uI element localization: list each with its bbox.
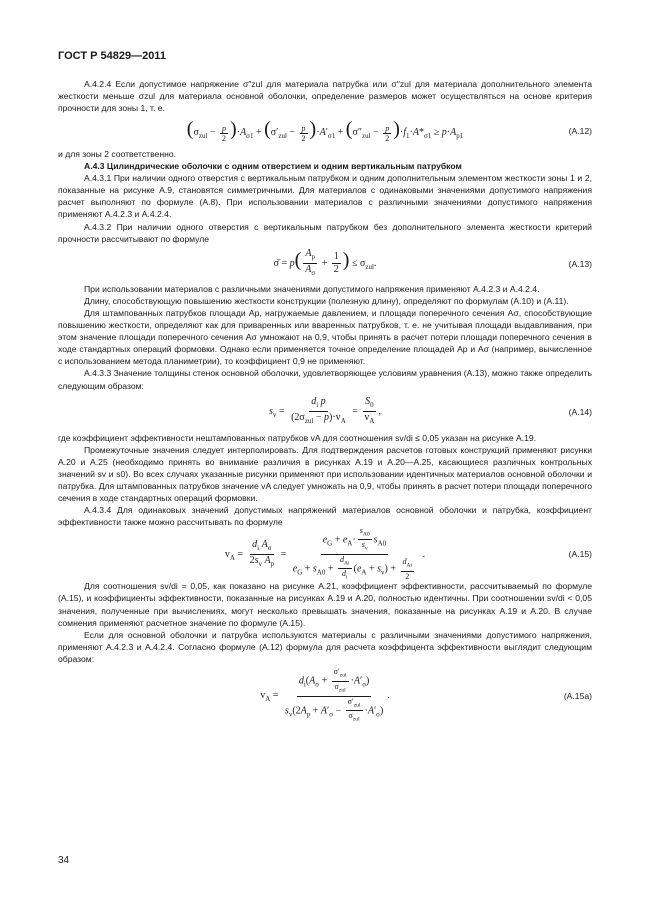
paragraph: При использовании материалов с различными значениями допустимого напряжения применяют А.4.2.3 и А.4.2.4. xyxy=(84,283,540,294)
formula-a15: $v_A$ = $\frac{d_i A_\sigma}{2s_v A_p}$ = $e_G + e_A\cdot$ $\frac{s_{A0}}{s_v}$ $s_{A0}$ $e_G + s_{A0}$ + $\frac{d_{Ai}}{d_i}$ $(e_A + s_v)$ + $\frac{d_{Ai}}{2}$ . xyxy=(224,525,426,582)
paragraph: где коэффициент эффективности нештампованных патрубков vA для соотношения sv/di ≤ 0,05 указан на рисунке А.19. xyxy=(58,432,537,443)
equation-number: (А.15) xyxy=(568,549,592,560)
paragraph: А.4.3.3 Значение толщины стенок основной оболочки, удовлетворяющее условиям уравнения (А.13), можно также определить следующим образом: xyxy=(58,368,592,391)
paragraph: А.4.3.4 Для одинаковых значений допустимых напряжений материалов основной оболочки и патрубка, коэффициент эффективности также можно рассчитывать по формуле xyxy=(58,505,592,528)
paragraph: А.4.3.1 При наличии одного отверстия с вертикальным патрубком и одним дополнительным элементом жесткости зоны 1 и 2, показанные на рисунке А.9, становятся симметричными. Для материалов с одинаковыми значениями допустимого напряжения расчет выполняют по формуле (А.8). При использовании материалов с различными значениями допустимого напряжения применяют А.4.2.3 и А.4.2.4. xyxy=(58,173,592,220)
equation-a15a xyxy=(58,665,592,727)
formula-a12: ($\sigma_{zul}$ − $\frac{p}{2}$ )$\cdot A_{\sigma 1} + (\sigma'_{zul}$ − $\frac{p}{2}$ )$\cdot A'_{\sigma 1} + (\sigma''_{zul}$ − $\frac{p}{2}$ )$\cdot f_1\cdot A*_{\sigma 1} \ge p\cdot A_{p1}$ xyxy=(186,118,464,143)
equation-a15 xyxy=(58,525,592,582)
equation-a12 xyxy=(58,114,592,148)
paragraph: Длину, способствующую повышению жесткости конструкции (полезную длину), определяют по формулам (А.10) и (А.11). xyxy=(84,295,569,306)
paragraph: Если для основной оболочки и патрубка используются материалы с различными значениями допустимого напряжения, применяют А.4.2.3 и А.4.2.4. Согласно формуле (А.12) формула для расчета коэффицента эффективности выглядит следующим образом: xyxy=(58,629,592,664)
equation-number: (А.14) xyxy=(568,406,592,417)
formula-a13: σ̄ = p( $\frac{A_p}{A_\sigma}$ + $\frac{1}{2}$ ) ≤ $\sigma_{zul}$. xyxy=(273,248,377,278)
equation-number: (А.12) xyxy=(568,125,592,136)
formula-a15a: $v_A$ = $d_i(A_\sigma$ + $\frac{\sigma'_{zul}}{\sigma_{zul}}$ $\cdot A'_\sigma$) $s_v(2A_p + A'_\sigma$ − $\frac{\sigma'_{zul}}{\sigma_{zul}}$ $\cdot A'_\sigma$) . xyxy=(260,667,390,723)
section-heading: А.4.3 Цилиндрические оболочки с одним отверстием и одним вертикальным патрубком xyxy=(84,161,462,172)
equation-number: (А.15а) xyxy=(563,690,592,701)
formula-a14: $s_v$ = $\frac{d_i p}{(2\sigma_{zul} - p)\cdot v_A}$ = $\frac{S_0}{v_A}$ , xyxy=(269,396,381,426)
equation-a13 xyxy=(58,245,592,283)
page-number: 34 xyxy=(58,855,70,866)
document-header: ГОСТ Р 54829—2011 xyxy=(58,50,166,62)
equation-a14 xyxy=(58,392,592,432)
paragraph: Для штампованных патрубков площади Ap, нагружаемые давлением, и площади поперечного сечения Aσ, способствующие повышению жесткости, определяют как для приваренных или вваренных патрубков, т. е. не учитывая площади выдавливания, при этом значение площади поперечного сечения Aσ умножают на 0,9, чтобы принять в расчет потери площади поперечного сечения в ходе стандартных операций формовки. Однако если применяется точное определение площадей Ap и Aσ (например, вычисленное с использованием метода планиметрии), то коэффициент 0,9 не применяют. xyxy=(58,307,592,367)
paragraph: А.4.2.4 Если допустимое напряжение σ″zul для материала патрубка или σ′′zul для материала дополнительного элемента жесткости меньше σzul для материала основной оболочки, определение размеров может осуществляться на основе критерия прочности для зоны 1, т. е. xyxy=(58,79,592,114)
paragraph: А.4.3.2 При наличии одного отверстия с вертикальным патрубком без дополнительного элемента жесткости критерий прочности рассчитывают по формуле xyxy=(58,221,592,244)
paragraph: Промежуточные значения следует интерполировать. Для подтверждения расчетов готовых конструкций применяют рисунки А.20 и А.25 (необходимо принять во внимание различия в рисунках А.19 и А.20—А.25, касающиеся различных контрольных значений sv и s0). Во всех случаях указанные рисунки применяют при использовании идентичных материалов основной оболочки и патрубка. Для штампованных патрубков значение vA следует умножать на 0,9, чтобы принять в расчет потери площади поперечного сечения в ходе стандартных операций формовки. xyxy=(58,444,592,504)
paragraph: и для зоны 2 соответственно. xyxy=(58,149,176,159)
equation-number: (А.13) xyxy=(568,258,592,269)
page-content xyxy=(58,78,592,727)
paragraph: Для соотношения sv/di = 0,05, как показано на рисунке А.21, коэффициент эффективности, рассчитываемый по формуле (А.15), и коэффициенты эффективности, показанные на рисунках А.19 и А.20, полностью идентичны. При соотношении sv/di < 0,05 значения, полученные при вычислениях, могут несколько превышать значения, показанные на рисунках А.19 и А.20. В случае сомнения применяют расчетное значение по формуле (А.15). xyxy=(58,581,592,628)
